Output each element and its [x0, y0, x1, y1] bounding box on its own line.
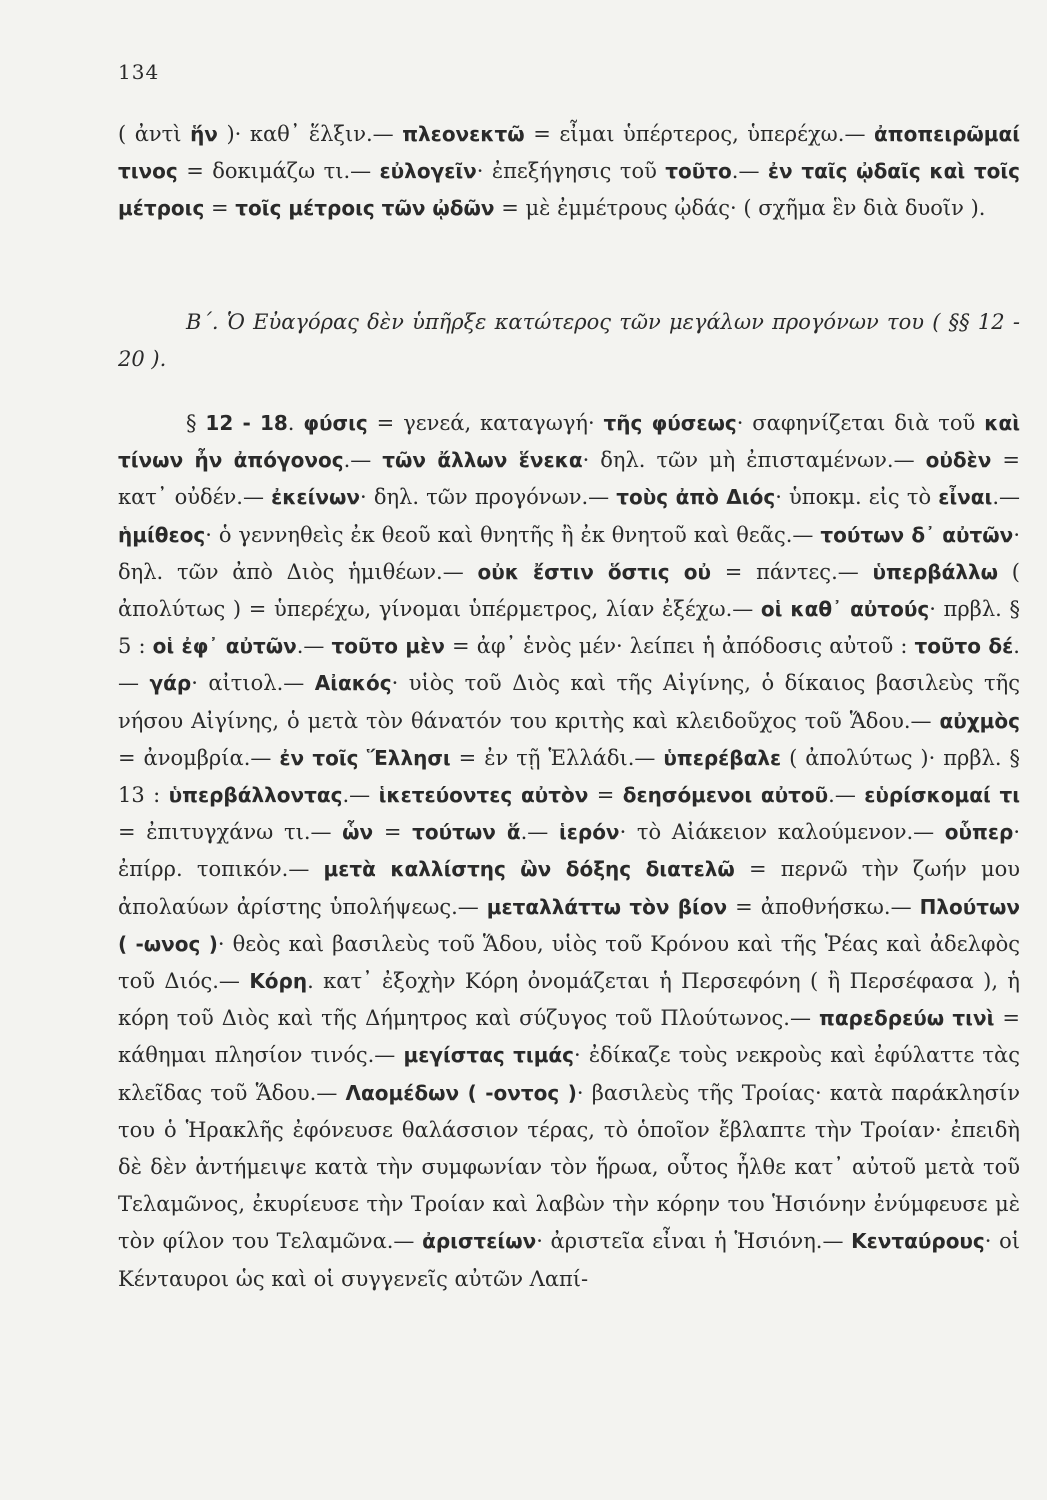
- gloss-text: · ἐπεξήγησις τοῦ: [476, 159, 666, 184]
- gloss-text: · αἰτιολ.—: [191, 671, 315, 696]
- gloss-text: =: [204, 196, 236, 221]
- gloss-text: · ὁ γεννηθεὶς ἐκ θεοῦ καὶ θνητῆς ἢ ἐκ θνητοῦ καὶ θεᾶς.—: [205, 522, 821, 547]
- lemma-term: ἱκετεύοντες αὐτὸν: [378, 783, 589, 808]
- gloss-text: ( ἀπολύτως ) = ὑπερέχω, γίνομαι ὑπέρμετρος, λίαν ἐξέχω.—: [118, 559, 1020, 622]
- gloss-text: .—: [343, 448, 383, 473]
- gloss-text: =: [373, 820, 413, 845]
- lemma-term: μεταλλάττω τὸν βίον: [486, 894, 728, 919]
- lemma-term: ἱερόν: [558, 820, 620, 845]
- gloss-text: = περνῶ τὴν ζωήν μου ἀπολαύων ἀρίστης ὑπολήψεως.—: [118, 857, 1020, 919]
- gloss-text: · ἐδίκαζε τοὺς νεκροὺς καὶ ἐφύλαττε τὰς κλεῖδας τοῦ Ἅδου.—: [118, 1043, 1020, 1105]
- lemma-term: τῶν ἄλλων ἕνεκα: [382, 448, 583, 473]
- lemma-term: καὶ τίνων ἦν ἀπόγονος: [118, 411, 1020, 473]
- page-number: 134: [118, 60, 160, 84]
- gloss-text: · υἱὸς τοῦ Διὸς καὶ τῆς Αἰγίνης, ὁ δίκαιος βασιλεὺς τῆς νήσου Αἰγίνης, ὁ μετὰ τὸν θάνατόν του κριτὴς καὶ κλειδοῦχος τοῦ Ἅδου.—: [118, 671, 1020, 733]
- lemma-term: ἐν τοῖς Ἕλλησι: [279, 745, 451, 770]
- lemma-term: Αἰακός: [314, 671, 392, 696]
- lemma-term: ὑπερβάλλω: [872, 559, 999, 584]
- lemma-term: γάρ: [149, 671, 192, 696]
- lemma-term: Κενταύρους: [851, 1229, 985, 1254]
- lemma-term: οὗπερ: [944, 820, 1014, 845]
- lemma-term: Λαομέδων ( -οντος ): [345, 1080, 577, 1105]
- lemma-term: ἡμίθεος: [118, 522, 206, 547]
- lemma-term: τούτων δ᾽ αὐτῶν: [820, 522, 1014, 547]
- lemma-term: εὐλογεῖν: [379, 159, 477, 184]
- gloss-text: = μὲ ἐμμέτρους ᾠδάς· ( σχῆμα ἓν διὰ δυοῖν ).: [494, 196, 986, 221]
- section-heading: [118, 304, 1020, 378]
- lemma-term: ὑπερέβαλε: [663, 745, 782, 770]
- gloss-text: §: [186, 411, 206, 435]
- gloss-text: · θεὸς καὶ βασιλεὺς τοῦ Ἅδου, υἱὸς τοῦ Κρόνου καὶ τῆς Ῥέας καὶ ἀδελφὸς τοῦ Διός.—: [118, 931, 1020, 994]
- gloss-text: · σαφηνίζεται διὰ τοῦ: [736, 411, 985, 435]
- lemma-term: οὐκ ἔστιν ὅστις οὐ: [477, 559, 711, 584]
- gloss-text: .—: [342, 783, 379, 808]
- lemma-term: ὑπερβάλλοντας: [168, 783, 343, 808]
- paragraph-1-text: [118, 116, 1020, 228]
- lemma-term: τούτων ἅ: [412, 820, 521, 845]
- lemma-term: ἀριστείων: [422, 1229, 537, 1254]
- gloss-text: = πάντες.—: [710, 559, 873, 584]
- gloss-text: · δηλ. τῶν προγόνων.—: [360, 485, 617, 510]
- lemma-term: 12 - 18: [205, 411, 288, 435]
- gloss-text: . κατ᾽ ἐξοχὴν Κόρη ὀνομάζεται ἡ Περσεφόνη ( ἢ Περσέφασα ), ἡ κόρη τοῦ Διὸς καὶ τῆς Δήμητρος καὶ σύζυγος τοῦ Πλούτωνος.—: [118, 969, 1021, 1031]
- gloss-text: · ὑποκμ. εἰς τὸ: [775, 485, 939, 510]
- gloss-text: · τὸ Αἰάκειον καλούμενον.—: [619, 820, 945, 845]
- lemma-term: Πλούτων ( -ωνος ): [118, 894, 1020, 956]
- lemma-term: εὑρίσκομαί τι: [864, 783, 1021, 808]
- lemma-term: φύσις: [303, 411, 368, 435]
- gloss-text: · ἐπίρρ. τοπικόν.—: [118, 820, 1020, 882]
- gloss-text: = γενεά, καταγωγή·: [367, 411, 604, 435]
- lemma-term: τοῖς μέτροις τῶν ᾠδῶν: [235, 196, 495, 221]
- lemma-term: οἱ καθ᾽ αὐτούς: [760, 597, 930, 622]
- gloss-text: = ἀποθνήσκω.—: [727, 894, 920, 919]
- gloss-text: .—: [731, 159, 768, 184]
- gloss-text: .: [287, 411, 304, 435]
- lemma-term: τοὺς ἀπὸ Διός: [616, 485, 776, 510]
- gloss-text: )· καθ᾽ ἕλξιν.—: [217, 122, 403, 146]
- gloss-text: .—: [520, 820, 559, 845]
- gloss-text: · δηλ. τῶν ἀπὸ Διὸς ἡμιθέων.—: [118, 522, 1020, 584]
- lemma-term: πλεονεκτῶ: [402, 122, 525, 146]
- gloss-text: .—: [828, 783, 865, 808]
- lemma-term: οὐδὲν: [925, 448, 992, 473]
- lemma-term: δεησόμενοι αὐτοῦ: [622, 783, 829, 808]
- section-heading-text: Β΄. Ὁ Εὐαγόρας δὲν ὑπῆρξε κατώτερος τῶν μεγάλων προγόνων του ( §§ 12 - 20 ).: [118, 310, 1020, 372]
- paragraph-2-text: [118, 405, 1020, 1298]
- gloss-text: · οἱ Κένταυροι ὡς καὶ οἱ συγγενεῖς αὐτῶν Λαπί-: [118, 1229, 1020, 1291]
- lemma-term: τοῦτο: [665, 159, 732, 184]
- gloss-text: .—: [992, 485, 1021, 510]
- gloss-text: = εἶμαι ὑπέρτερος, ὑπερέχω.—: [524, 122, 875, 146]
- commentary-paragraph-1: [118, 116, 1020, 228]
- lemma-term: ἀποπειρῶμαί τινος: [118, 122, 1021, 184]
- gloss-text: = ἐπιτυγχάνω τι.—: [118, 820, 343, 845]
- lemma-term: τοῦτο δέ: [914, 634, 1014, 659]
- gloss-text: .—: [118, 634, 1020, 696]
- gloss-text: = ἐν τῇ Ἑλλάδι.—: [450, 745, 664, 770]
- lemma-term: οἱ ἐφ᾽ αὐτῶν: [152, 634, 297, 659]
- lemma-term: ἐν ταῖς ᾠδαῖς καὶ τοῖς μέτροις: [118, 159, 1020, 221]
- lemma-term: εἶναι: [938, 485, 993, 510]
- gloss-text: = ἀφ᾽ ἑνὸς μέν· λείπει ἡ ἀπόδοσις αὐτοῦ :: [444, 634, 915, 659]
- gloss-text: · βασιλεὺς τῆς Τροίας· κατὰ παράκλησίν του ὁ Ἡρακλῆς ἐφόνευσε θαλάσσιον τέρας, τὸ ὁποῖον ἔβλαπτε τὴν Τροίαν· ἐπειδὴ δὲ δὲν ἀντήμειψε κατὰ τὴν συμφωνίαν τὸν ἥρωα, οὗτος ἦλθε κατ᾽ αὐτοῦ μετὰ τοῦ Τελαμῶνος, ἐκυρίευσε τὴν Τροίαν καὶ λαβὼν τὴν κόρην του Ἡσιόνην ἐνύμφευσε μὲ τὸν φίλον του Τελαμῶνα.—: [118, 1080, 1021, 1254]
- gloss-text: =: [588, 783, 623, 808]
- commentary-paragraph-2: [118, 405, 1020, 1298]
- gloss-text: = ἀνομβρία.—: [118, 745, 280, 770]
- gloss-text: ( ἀπολύτως )· πρβλ. § 13 :: [118, 745, 1020, 808]
- gloss-text: = κατ᾽ οὐδέν.—: [118, 448, 1020, 510]
- gloss-text: · δηλ. τῶν μὴ ἐπισταμένων.—: [582, 448, 926, 473]
- lemma-term: μεγίστας τιμάς: [403, 1043, 575, 1068]
- gloss-text: · πρβλ. § 5 :: [118, 597, 1020, 659]
- lemma-term: αὐχμὸς: [939, 708, 1020, 733]
- lemma-term: παρεδρεύω τινὶ: [819, 1006, 995, 1031]
- lemma-term: ὧν: [342, 820, 374, 845]
- lemma-term: τοῦτο μὲν: [331, 634, 445, 659]
- lemma-term: ἐκείνων: [271, 485, 360, 510]
- gloss-text: ( ἀντὶ: [118, 122, 191, 146]
- lemma-term: ἥν: [190, 122, 218, 146]
- gloss-text: = δοκιμάζω τι.—: [177, 159, 380, 184]
- lemma-term: τῆς φύσεως: [603, 411, 737, 435]
- lemma-term: Κόρη: [249, 969, 308, 994]
- lemma-term: μετὰ καλλίστης ὢν δόξης διατελῶ: [323, 857, 735, 882]
- gloss-text: · ἀριστεῖα εἶναι ἡ Ἡσιόνη.—: [536, 1229, 852, 1254]
- gloss-text: .—: [296, 634, 332, 659]
- gloss-text: = κάθημαι πλησίον τινός.—: [118, 1006, 1020, 1068]
